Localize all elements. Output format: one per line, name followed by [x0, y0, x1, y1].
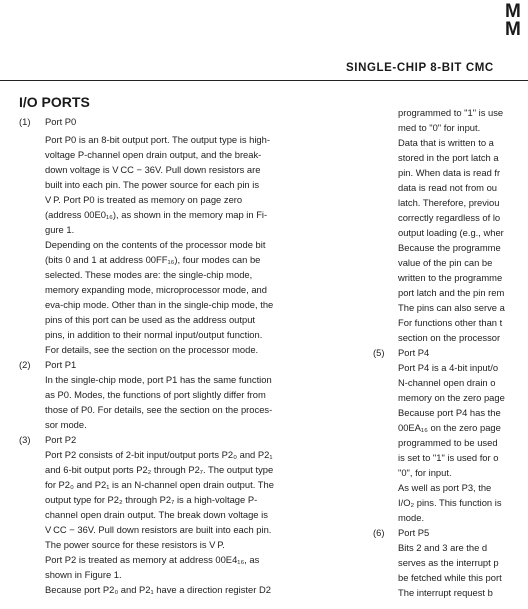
left-column-line: Port P0: [45, 116, 77, 127]
left-column-line: (address 00E0₁₆), as shown in the memory map in Fi-: [45, 209, 268, 220]
right-column-line: Bits 2 and 3 are the d: [398, 542, 488, 553]
right-column-line: data is read not from ou: [398, 182, 498, 193]
right-column-line: As well as port P3, the: [398, 482, 492, 493]
left-column-line: eva-chip mode. Other than in the single-chip mode, the: [45, 299, 274, 310]
left-column-line: (1): [19, 116, 31, 127]
right-column-line: section on the processor: [398, 332, 501, 343]
right-column-line: Because port P4 has the: [398, 407, 501, 418]
logo-text: [505, 3, 522, 39]
left-column-line: channel open drain output. The break down voltage is: [45, 509, 268, 520]
left-column-line: For details, see the section on the processor mode.: [45, 344, 259, 355]
right-column-line: programmed to be used: [398, 437, 498, 448]
left-column-line: V CC − 36V. Pull down resistors are built into each pin.: [45, 524, 272, 535]
right-column-line: (5): [373, 347, 385, 358]
left-column-line: pins, in addition to their normal input/output function.: [45, 329, 263, 340]
left-column-line: Port P1: [45, 359, 77, 370]
left-column-line: voltage P-channel open drain output, and the break-: [45, 149, 262, 160]
right-column-line: value of the pin can be: [398, 257, 493, 268]
right-column-line: mode.: [398, 512, 425, 523]
running-header: SINGLE-CHIP 8-BIT CMC: [346, 62, 494, 74]
logo-line-1: M: [505, 1, 522, 22]
left-column-line: V P. Port P0 is treated as memory on page zero: [45, 194, 243, 205]
right-column-line: The interrupt request b: [398, 587, 493, 598]
section-title: I/O PORTS: [19, 94, 90, 110]
left-column-line: Port P2 consists of 2-bit input/output ports P2₀ and P2₁: [45, 449, 273, 460]
left-column-line: shown in Figure 1.: [45, 569, 122, 580]
left-column-line: Depending on the contents of the processor mode bit: [45, 239, 266, 250]
left-column-line: In the single-chip mode, port P1 has the same function: [45, 374, 272, 385]
left-column-line: gure 1.: [45, 224, 75, 235]
left-column-line: sor mode.: [45, 419, 87, 430]
right-column-line: correctly regardless of lo: [398, 212, 501, 223]
right-column-line: "0", for input.: [398, 467, 452, 478]
left-column-line: down voltage is V CC − 36V. Pull down resistors are: [45, 164, 261, 175]
left-column-line: Port P2: [45, 434, 77, 445]
right-column-line: serves as the interrupt p: [398, 557, 499, 568]
left-column-line: for P2₀ and P2₁ is an N-channel open drain output. The: [45, 479, 274, 490]
right-column-line: output loading (e.g., wher: [398, 227, 504, 238]
left-column-line: Port P0 is an 8-bit output port. The output type is high-: [45, 134, 270, 145]
right-column-line: pin. When data is read fr: [398, 167, 501, 178]
left-column-line: memory expanding mode, microprocessor mode, and: [45, 284, 267, 295]
right-column-line: port latch and the pin rem: [398, 287, 505, 298]
left-column-line: pins of this port can be used as the address output: [45, 314, 256, 325]
right-column-line: I/O₂ pins. This function is: [398, 497, 502, 508]
right-column-line: (6): [373, 527, 385, 538]
right-column-line: stored in the port latch a: [398, 152, 499, 163]
right-column-line: N-channel open drain o: [398, 377, 496, 388]
left-column-line: Port P2 is treated as memory at address 00E4₁₆, as: [45, 554, 260, 565]
left-column-line: and 6-bit output ports P2₂ through P2₇. The output type: [45, 464, 274, 475]
left-column-line: Because port P2₀ and P2₁ have a direction register D2: [45, 584, 271, 595]
right-column-line: programmed to "1" is use: [398, 107, 504, 118]
right-column-line: For functions other than t: [398, 317, 503, 328]
right-column-line: be fetched while this port: [398, 572, 502, 583]
right-column-line: Port P4 is a 4-bit input/o: [398, 362, 499, 373]
right-column-line: written to the programme: [398, 272, 503, 283]
right-column-line: med to "0" for input.: [398, 122, 481, 133]
right-column-line: Port P4: [398, 347, 430, 358]
right-column-line: latch. Therefore, previou: [398, 197, 500, 208]
right-column-line: The pins can also serve a: [398, 302, 505, 313]
left-column-line: those of P0. For details, see the section on the proces-: [45, 404, 273, 415]
left-column-line: (3): [19, 434, 31, 445]
left-column-line: selected. These modes are: the single-chip mode,: [45, 269, 253, 280]
right-column-line: Because the programme: [398, 242, 501, 253]
left-column-line: output type for P2₂ through P2₇ is a high-voltage P-: [45, 494, 258, 505]
right-column-line: Data that is written to a: [398, 137, 494, 148]
right-column-line: memory on the zero page: [398, 392, 505, 403]
header-rule: [0, 80, 528, 81]
left-column-line: The power source for these resistors is V P.: [45, 539, 225, 550]
left-column-line: built into each pin. The power source for each pin is: [45, 179, 260, 190]
logo-line-2: M: [505, 19, 522, 40]
right-column-line: 00EA₁₆ on the zero page: [398, 422, 501, 433]
right-column-line: is set to "1" is used for o: [398, 452, 499, 463]
right-column-line: Port P5: [398, 527, 430, 538]
left-column-line: (bits 0 and 1 at address 00FF₁₆), four modes can be: [45, 254, 261, 265]
left-column-line: as P0. Modes, the functions of port slightly differ from: [45, 389, 266, 400]
left-column-line: (2): [19, 359, 31, 370]
